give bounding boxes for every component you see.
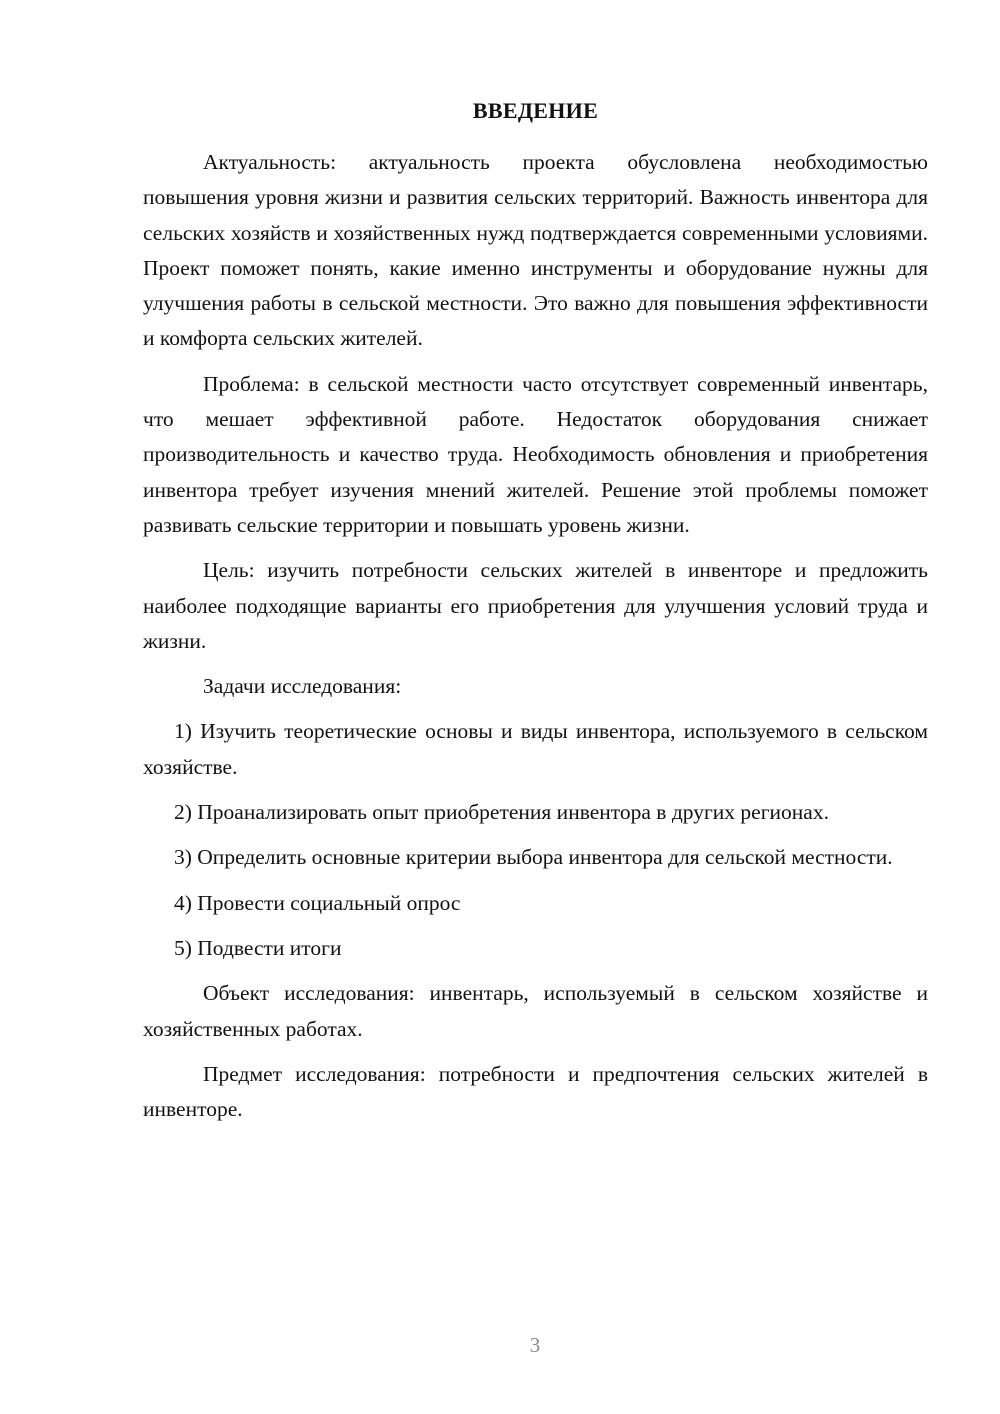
document-page [143,96,928,1137]
goal-paragraph: Цель: изучить потребности сельских жителей в инвенторе и предложить наиболее подходящие варианты его приобретения для улучшения условий труда и жизни. [143,558,928,653]
task-item-5: 5) Подвести итоги [174,935,342,960]
problem-paragraph: Проблема: в сельской местности часто отсутствует современный инвентарь, что мешает эффективной работе. Недостаток оборудования снижает производительность и качество труда. Необходимость обновления и приобретения инвентора требует изучения мнений жителей. Решение этой проблемы поможет развивать сельские территории и повышать уровень жизни. [143,371,928,537]
relevance-paragraph: Актуальность: актуальность проекта обусловлена необходимостью повышения уровня жизни и развития сельских территорий. Важность инвентора для сельских хозяйств и хозяйственных нужд подтверждается современными условиями. Проект поможет понять, какие именно инструменты и оборудование нужны для улучшения работы в сельской местности. Это важно для повышения эффективности и комфорта сельских жителей. [143,150,928,351]
subject-paragraph: Предмет исследования: потребности и предпочтения сельских жителей в инвенторе. [143,1061,928,1122]
page-title: ВВЕДЕНИЕ [472,98,599,123]
tasks-heading: Задачи исследования: [203,674,402,699]
object-paragraph: Объект исследования: инвентарь, используемый в сельском хозяйстве и хозяйственных работах. [143,981,928,1041]
page-number: 3 [529,1333,541,1357]
task-item-2: 2) Проанализировать опыт приобретения инвентора в других регионах. [174,800,829,825]
task-item-1: 1) Изучить теоретические основы и виды инвентора, используемого в сельском хозяйстве. [143,719,928,779]
task-item-4: 4) Провести социальный опрос [174,890,461,915]
task-item-3: 3) Определить основные критерии выбора инвентора для сельской местности. [174,845,893,870]
